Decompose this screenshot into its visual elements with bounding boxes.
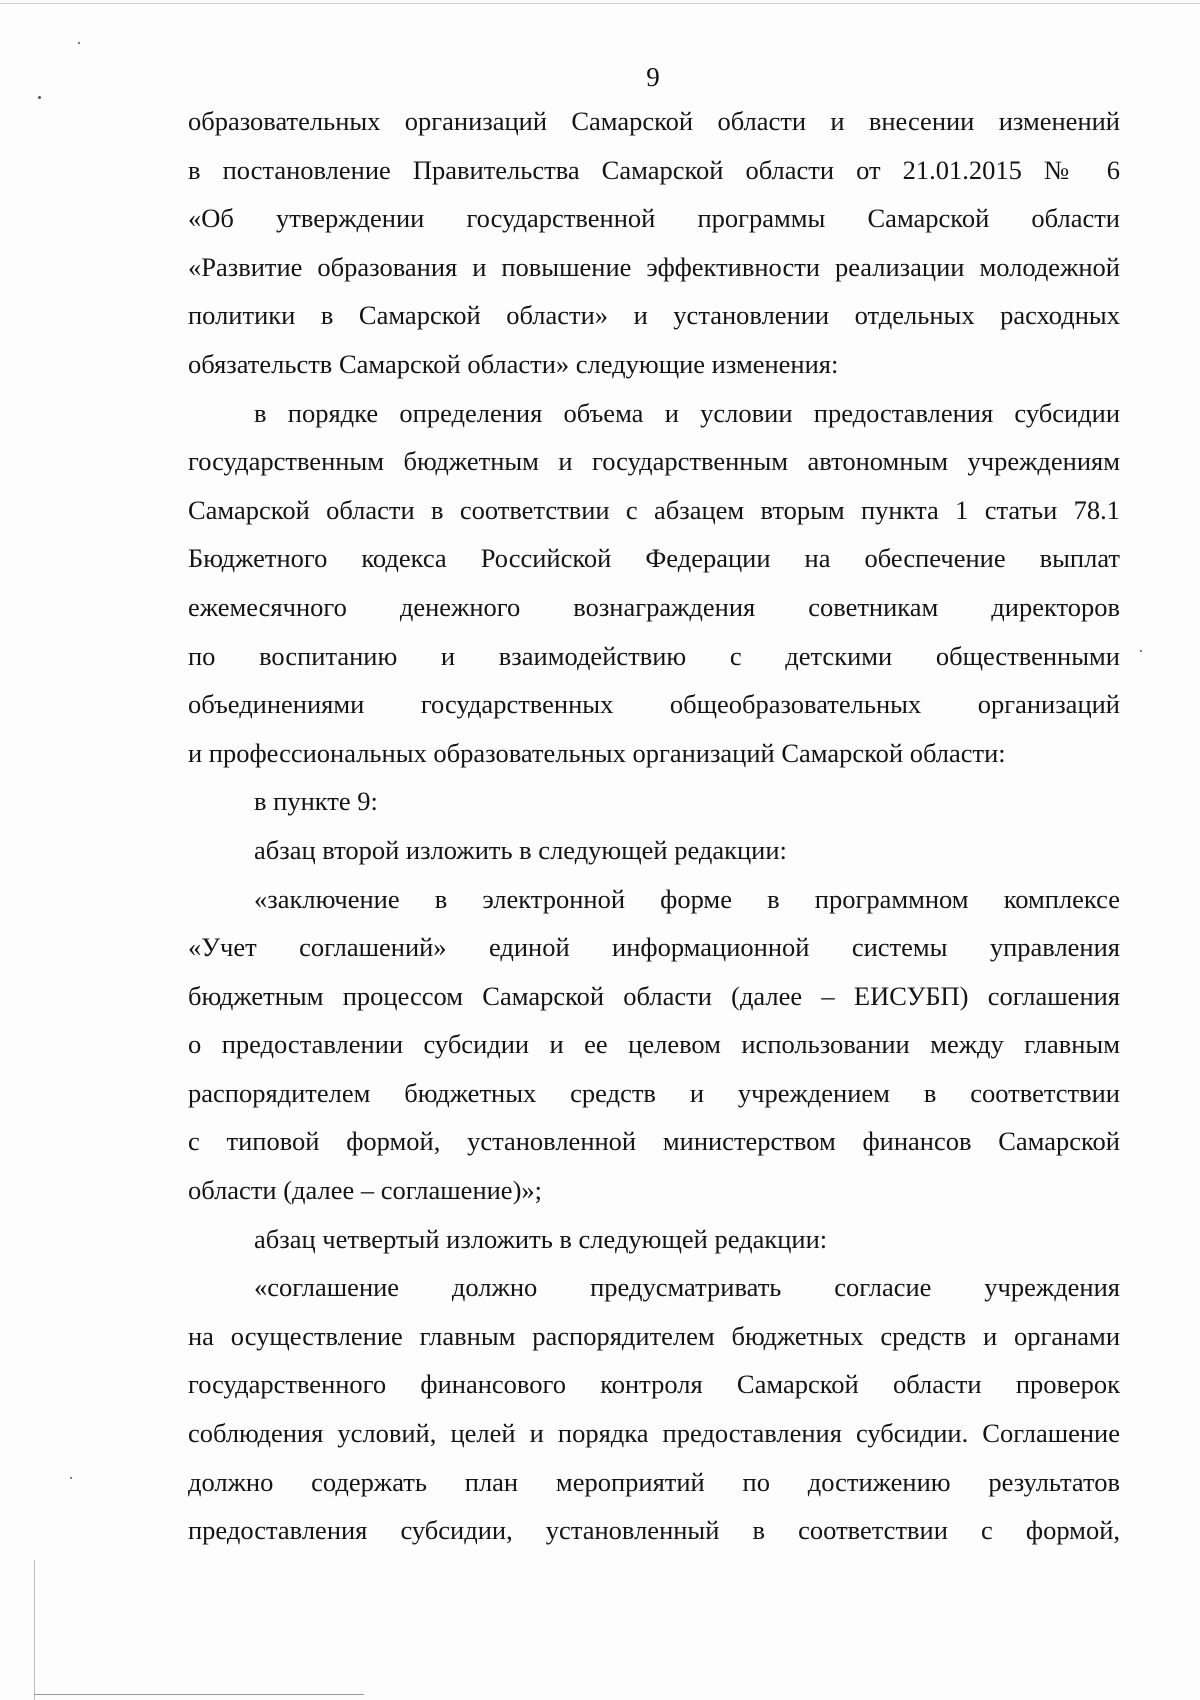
text-line: объединениями государственных общеобразовательных организаций — [188, 689, 1120, 720]
scan-speck — [1140, 650, 1142, 652]
text-line: области (далее – соглашение)»; — [188, 1175, 543, 1206]
scan-edge-top — [0, 3, 1200, 4]
document-body — [188, 97, 1120, 1555]
text-line: в постановление Правительства Самарской области от 21.01.2015 № 6 — [188, 154, 1120, 185]
text-line: распорядителем бюджетных средств и учреждением в соответствии — [188, 1077, 1120, 1108]
scan-speck — [70, 1477, 72, 1479]
text-line: политики в Самарской области» и установлении отдельных расходных — [188, 300, 1120, 331]
text-line: на осуществление главным распорядителем бюджетных средств и органами — [188, 1320, 1120, 1351]
text-line: образовательных организаций Самарской области и внесении изменений — [188, 106, 1120, 136]
text-line: и профессиональных образовательных организаций Самарской области: — [188, 737, 1006, 768]
text-line: по воспитанию и взаимодействию с детскими общественными — [188, 640, 1120, 671]
paragraph — [188, 875, 1120, 1215]
paragraph — [188, 1263, 1120, 1555]
text-line: соблюдения условий, целей и порядка предоставления субсидии. Соглашение — [188, 1418, 1120, 1449]
scan-edge-bottom — [34, 1694, 364, 1695]
text-line: должно содержать план мероприятий по достижению результатов — [188, 1466, 1120, 1497]
text-line: «Развитие образования и повышение эффективности реализации молодежной — [188, 251, 1120, 282]
scan-speck — [78, 42, 80, 44]
text-line: ежемесячного денежного вознаграждения советникам директоров — [188, 591, 1120, 622]
text-line: в пункте 9: — [254, 786, 378, 817]
text-line: абзац четвертый изложить в следующей редакции: — [254, 1223, 828, 1254]
text-line: абзац второй изложить в следующей редакции: — [254, 834, 787, 865]
scan-speck — [38, 96, 41, 99]
text-line: «Об утверждении государственной программы Самарской области — [188, 203, 1120, 234]
text-line: Бюджетного кодекса Российской Федерации на обеспечение выплат — [188, 543, 1120, 574]
text-line: в порядке определения объема и условии предоставления субсидии — [254, 397, 1120, 428]
text-line: «Учет соглашений» единой информационной системы управления — [188, 932, 1120, 963]
text-line: с типовой формой, установленной министерством финансов Самарской — [188, 1126, 1120, 1157]
text-line: государственного финансового контроля Самарской области проверок — [188, 1369, 1120, 1400]
paragraph — [188, 389, 1120, 778]
text-line: государственным бюджетным и государственным автономным учреждениям — [188, 446, 1120, 477]
scan-edge-left — [34, 1560, 35, 1700]
text-line: о предоставлении субсидии и ее целевом использовании между главным — [188, 1029, 1120, 1060]
text-line: «заключение в электронной форме в программном комплексе — [254, 883, 1120, 914]
text-line: бюджетным процессом Самарской области (далее – ЕИСУБП) соглашения — [188, 980, 1120, 1011]
text-line: Самарской области в соответствии с абзацем вторым пункта 1 статьи 78.1 — [188, 494, 1120, 525]
text-line: «соглашение должно предусматривать согласие учреждения — [254, 1272, 1120, 1303]
text-line: обязательств Самарской области» следующие изменения: — [188, 348, 839, 379]
paragraph — [188, 97, 1120, 389]
text-line: предоставления субсидии, установленный в соответствии с формой, — [188, 1515, 1120, 1546]
page-number: 9 — [646, 62, 660, 92]
